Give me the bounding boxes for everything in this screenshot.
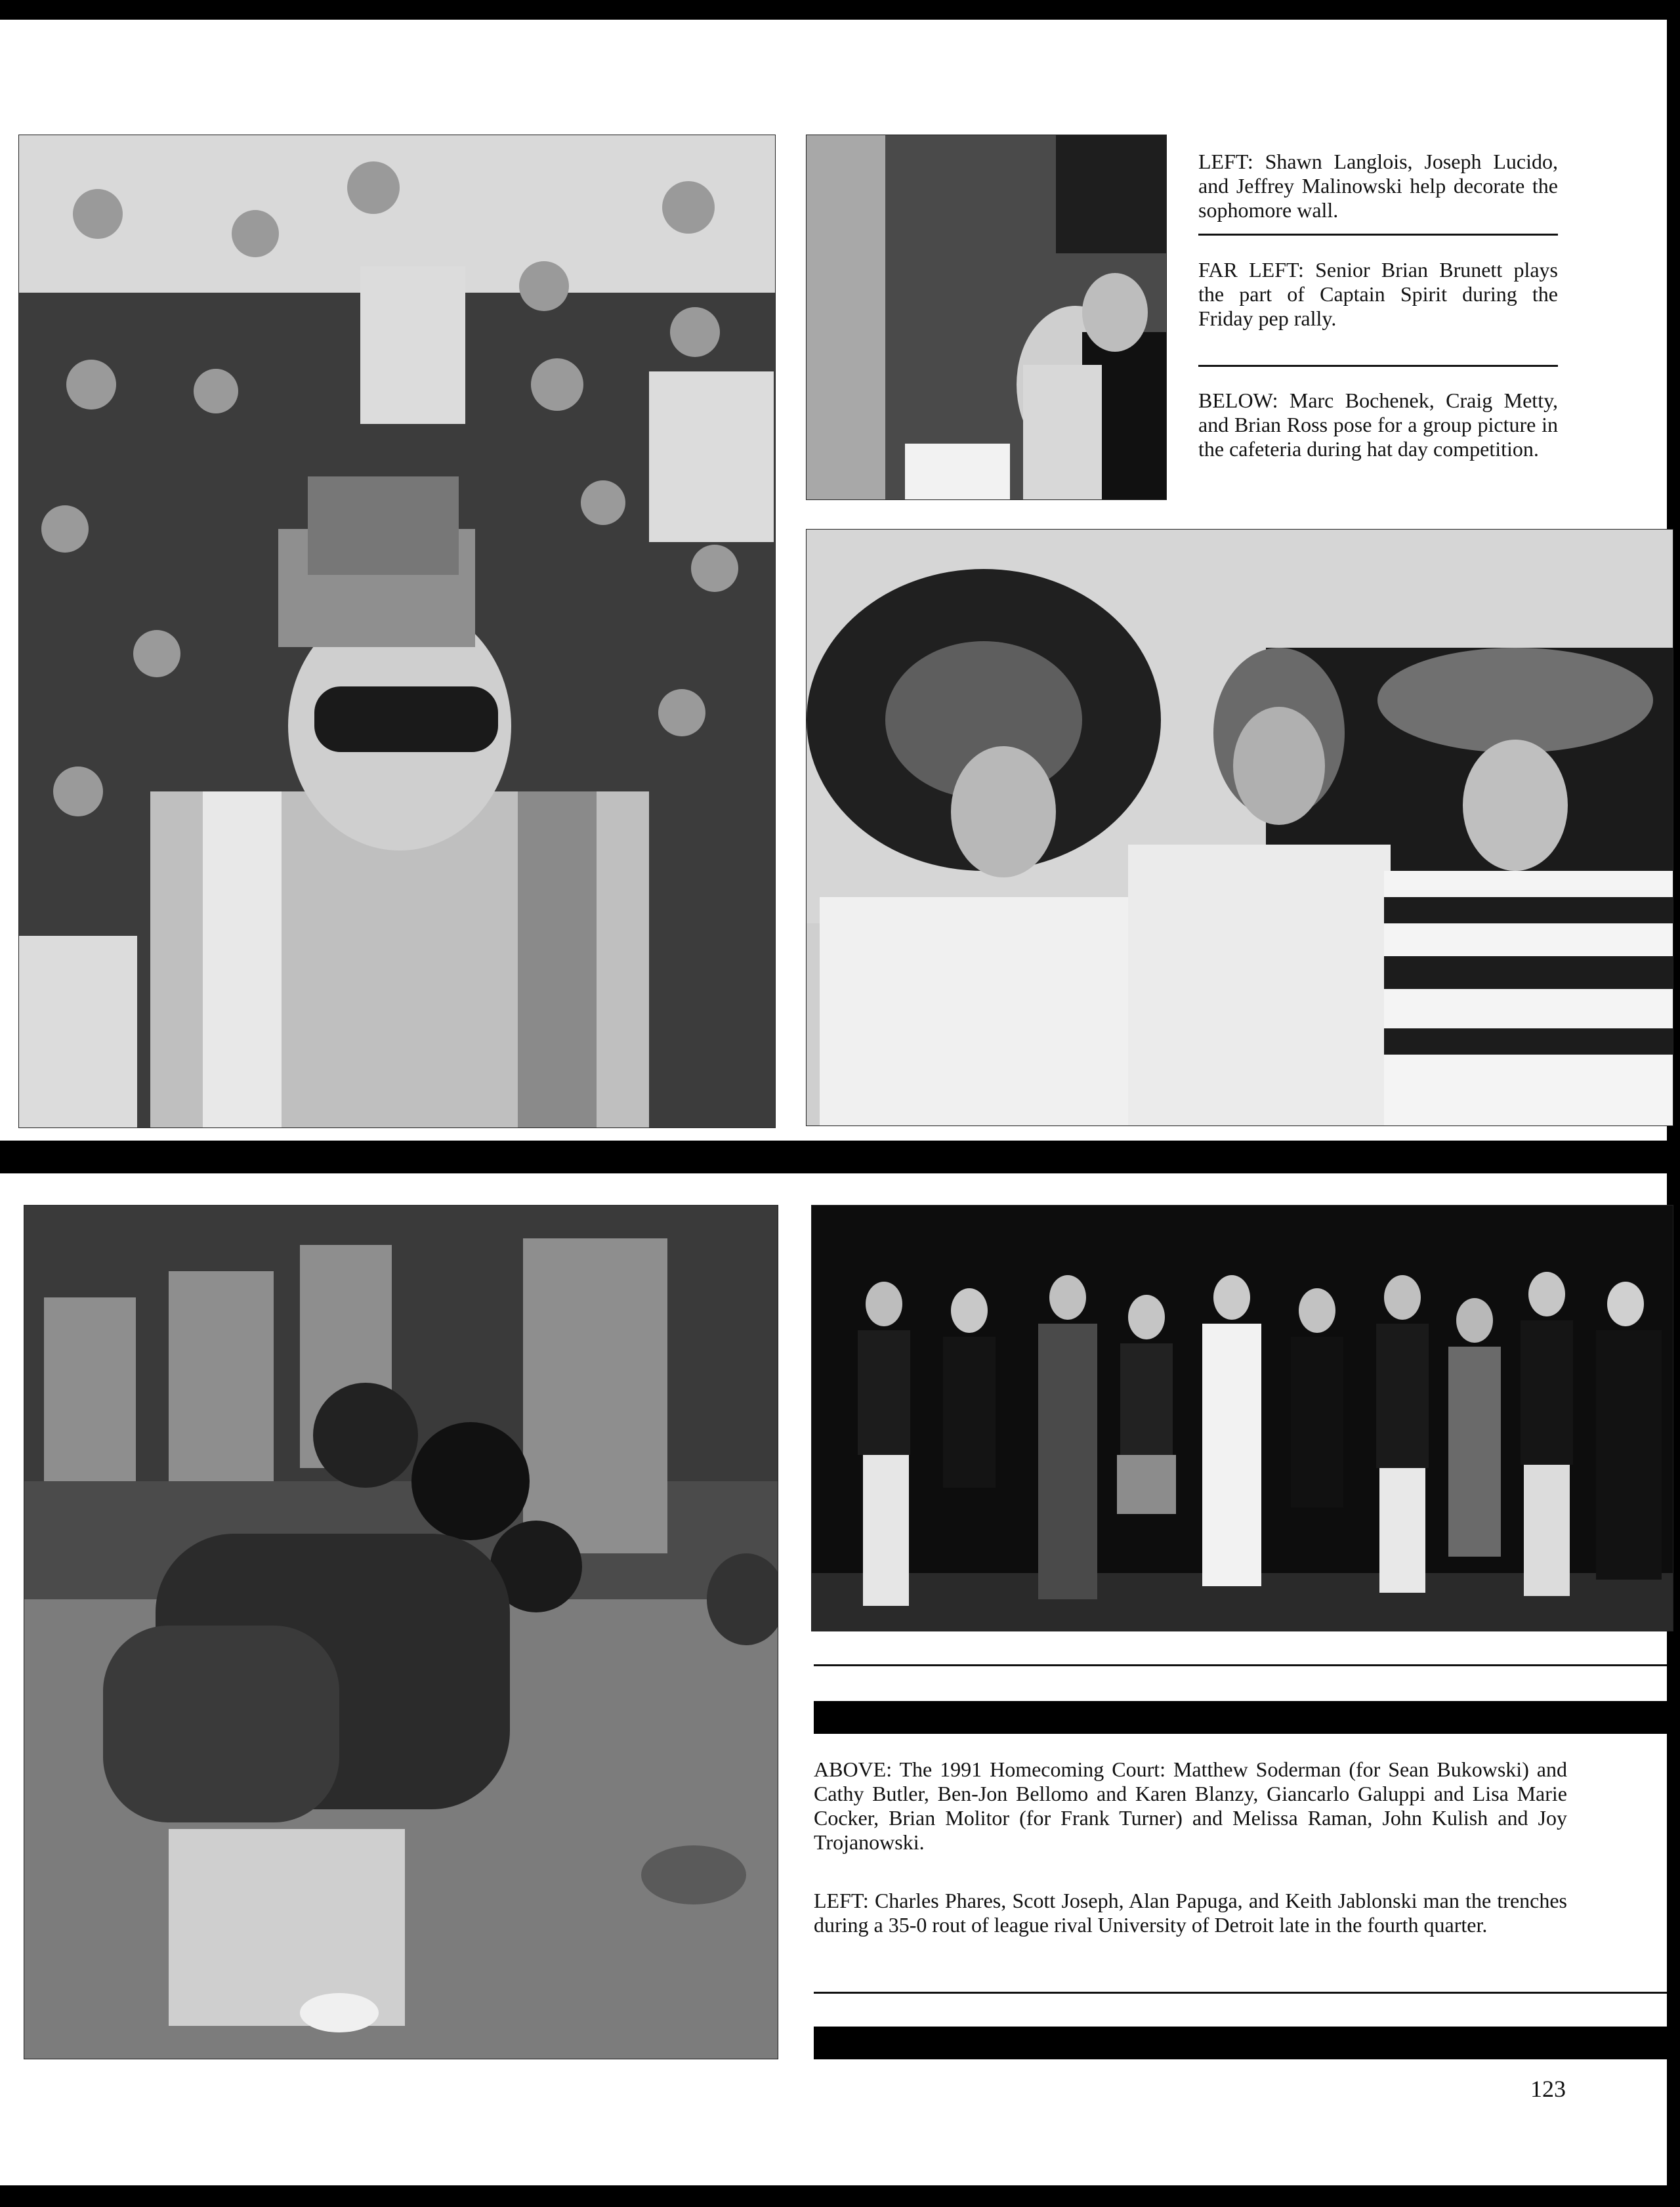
photo-hat-day [806,529,1673,1126]
caption-bar [814,1701,1667,1734]
caption-left-football: LEFT: Charles Phares, Scott Joseph, Alan Papuga, and Keith Jablonski man the trenches during a 35-0 rout of league rival University of Detroit late in the fourth quarter. [814,1889,1567,1937]
caption-rule [814,1664,1667,1666]
page-number: 123 [1530,2076,1566,2102]
yearbook-page [0,20,1667,2185]
caption-above-court: ABOVE: The 1991 Homecoming Court: Matthew Soderman (for Sean Bukowski) and Cathy Butler, Ben-Jon Bellomo and Karen Blanzy, Giancarlo Galuppi and Lisa Marie Cocker, Brian Molitor (for Frank Turner) and Melissa Raman, John Kulish and Joy Trojanowski. [814,1757,1567,1854]
photo-captain-spirit [18,135,776,1128]
photo-football [24,1205,778,2059]
photo-sophomore-wall [806,135,1167,500]
caption-divider [1198,365,1558,367]
caption-divider [1198,234,1558,236]
photo-homecoming-court [811,1205,1673,1631]
caption-far-left-spirit: FAR LEFT: Senior Brian Brunett plays the part of Captain Spirit during the Friday pep rally. [1198,258,1558,330]
page-divider-band [0,1141,1667,1173]
caption-below-hats: BELOW: Marc Bochenek, Craig Metty, and Brian Ross pose for a group picture in the cafeteria during hat day competition. [1198,389,1558,461]
caption-left-decorate: LEFT: Shawn Langlois, Joseph Lucido, and Jeffrey Malinowski help decorate the sophomore wall. [1198,150,1558,222]
caption-bar [814,2027,1667,2059]
caption-rule [814,1992,1667,1994]
